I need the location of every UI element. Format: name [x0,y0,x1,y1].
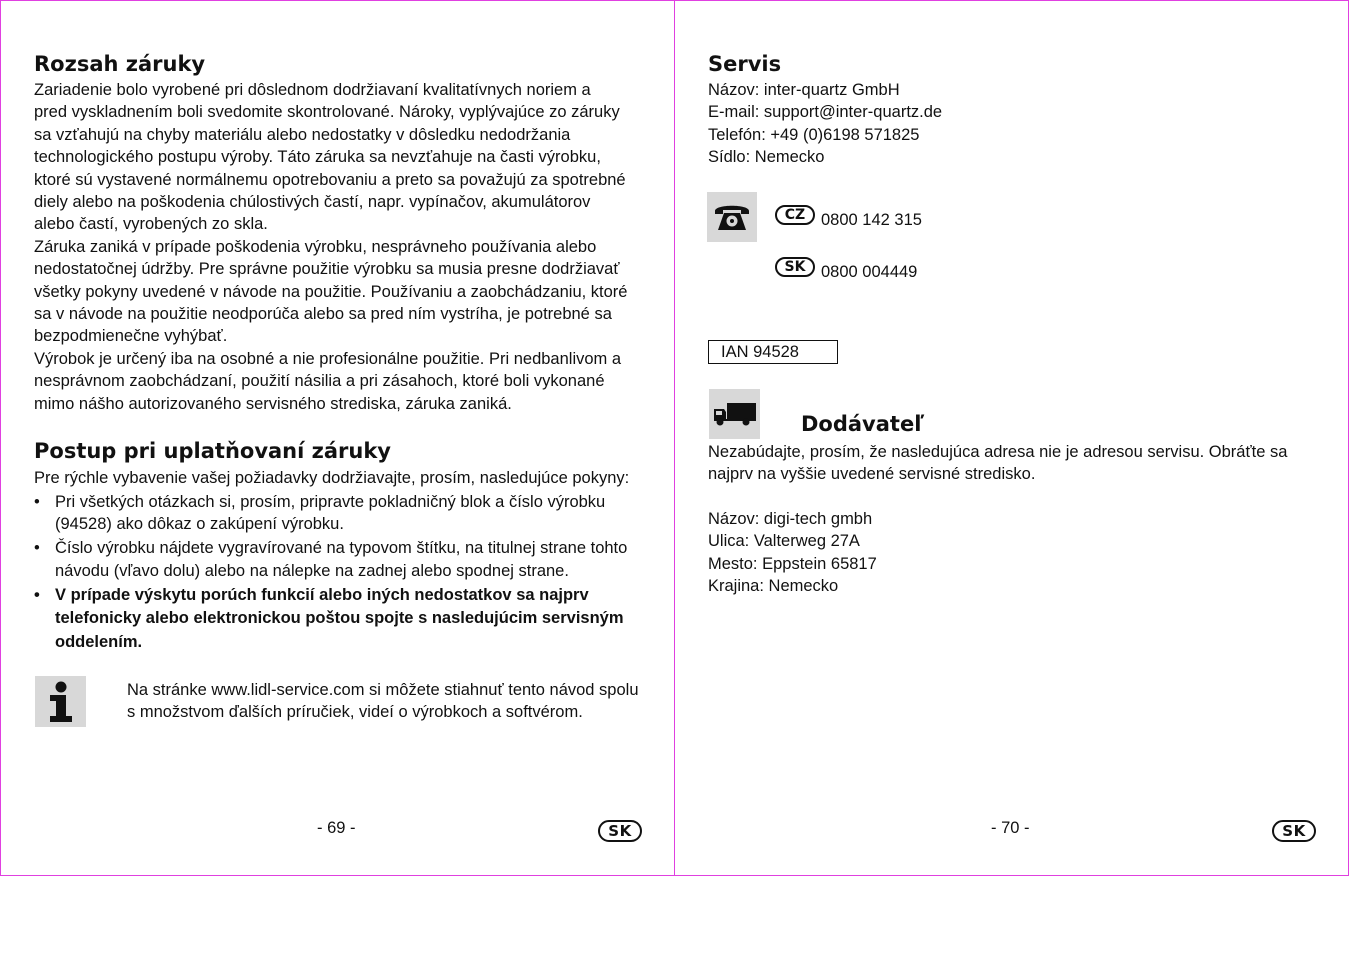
bullet-line: návodu (vľavo dolu) alebo na nálepke na zadnej alebo spodnej strane. [55,561,569,580]
warranty-text [34,79,627,415]
text-line: mimo nášho autorizovaného servisného strediska, záruka zaniká. [34,394,512,413]
ian-box: IAN 94528 [708,340,838,364]
text-line: Ulica: Valterweg 27A [708,532,860,551]
service-details [708,79,942,169]
truck-icon [709,389,760,439]
procedure-heading: Postup pri uplatňovaní záruky [34,439,391,463]
text-line: Mesto: Eppstein 65817 [708,554,877,573]
text-line: alebo častí, vyrobených zo skla. [34,215,268,234]
text-line: Na stránke www.lidl-service.com si môžete stiahnuť tento návod spolu [127,681,639,699]
bullet-line: oddelením. [55,632,143,651]
text-line: E-mail: support@inter-quartz.de [708,103,943,122]
cz-badge: CZ [775,205,815,225]
text-line: Názov: digi-tech gmbh [708,510,873,528]
text-line: Zariadenie bolo vyrobené pri dôslednom dodržiavaní kvalitatívnych noriem a [34,81,591,99]
page-number: - 69 - [317,819,356,837]
bullet-line: (94528) ako dôkaz o zakúpení výrobku. [55,515,344,534]
text-line: Nezabúdajte, prosím, že nasledujúca adresa nie je adresou servisu. Obráťte sa [708,443,1288,461]
bullet-dot: • [34,585,40,604]
text-line: bezpodmienečne vyhýbať. [34,327,228,346]
text-line: Krajina: Nemecko [708,577,839,596]
bullet-dot: • [34,539,40,558]
bullet-item [34,491,654,536]
bullet-item [34,537,654,582]
text-line: všetky pokyny uvedené v návode na použitie. Používaniu a zaobchádzaniu, ktoré [34,282,628,301]
text-line: Telefón: +49 (0)6198 571825 [708,125,920,144]
left-page [0,0,675,876]
procedure-bullet-list [34,491,654,656]
text-line: Názov: inter-quartz GmbH [708,81,900,99]
language-badge: SK [1272,820,1316,842]
page-number: - 70 - [991,819,1030,837]
cz-phone-number: 0800 142 315 [821,211,922,229]
info-text [127,679,639,724]
bullet-line: Číslo výrobku nájdete vygravírované na typovom štítku, na titulnej strane tohto [55,539,628,558]
warranty-heading: Rozsah záruky [34,52,206,76]
text-line: najprv na vyššie uvedené servisné stredisko. [708,465,1036,484]
language-badge: SK [598,820,642,842]
text-line: sa vzťahujú na chyby materiálu alebo nedostatky v dôsledku nedodržania [34,125,571,144]
text-line: nedostatočnej údržby. Pre správne použitie výrobku sa musia presne dodržiavať [34,260,620,279]
bullet-line: telefonicky alebo elektronickou poštou spojte s nasledujúcim servisným [55,609,624,628]
text-line: pred vyskladnením boli svedomite skontrolované. Nároky, vyplývajúce zo záruky [34,103,620,122]
supplier-note [708,441,1287,486]
bullet-line: Pri všetkých otázkach si, prosím, pripravte pokladničný blok a číslo výrobku [55,493,606,511]
supplier-heading: Dodávateľ [801,412,925,436]
procedure-intro: Pre rýchle vybavenie vašej požiadavky dodržiavajte, prosím, nasledujúce pokyny: [34,469,630,487]
text-line: diely alebo na poškodenia chúlostivých častí, napr. vypínačov, akumulátorov [34,193,591,212]
sk-phone-number: 0800 004449 [821,263,918,281]
text-line: Záruka zaniká v prípade poškodenia výrobku, nesprávneho používania alebo [34,237,597,256]
right-page [674,0,1349,876]
sk-badge: SK [775,257,815,277]
text-line: nesprávnom zaobchádzaní, použití násilia a pri zásahoch, ktoré boli vykonané [34,372,605,391]
text-line: ktoré sú vystavené normálnemu opotrebovaniu a preto sa považujú za spotrebné [34,170,626,189]
text-line: s množstvom ďalších príručiek, videí o výrobkoch a softvérom. [127,703,583,722]
text-line: technologického postupu výroby. Táto záruka sa nevzťahuje na časti výrobku, [34,148,601,167]
bullet-dot: • [34,493,40,511]
text-line: sa v návode na použitie neodporúča alebo sa pred ním vystríha, je potrebné sa [34,305,612,324]
bullet-item [34,584,654,655]
bullet-line: V prípade výskytu porúch funkcií alebo iných nedostatkov sa najprv [55,585,589,604]
service-heading: Servis [708,52,782,76]
telephone-icon [707,192,757,242]
text-line: Výrobok je určený iba na osobné a nie profesionálne použitie. Pri nedbanlivom a [34,349,622,368]
text-line: Sídlo: Nemecko [708,148,825,167]
info-icon [35,676,86,727]
supplier-address [708,508,877,598]
